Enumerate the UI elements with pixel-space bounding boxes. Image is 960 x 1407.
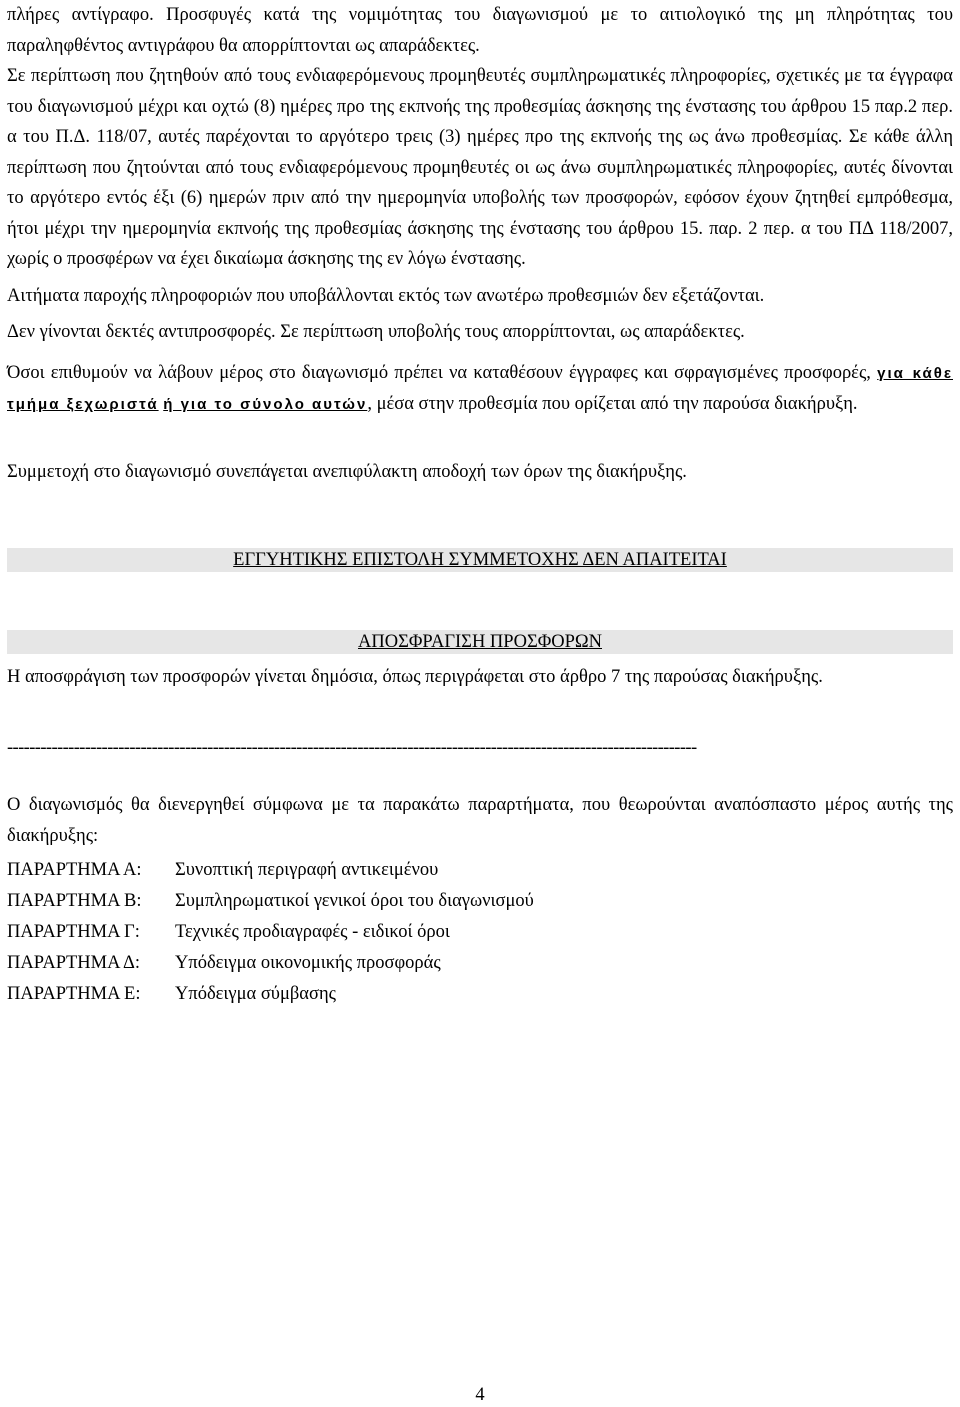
paragraph-copy-appeals: πλήρες αντίγραφο. Προσφυγές κατά της νομιμότητας του διαγωνισμού με το αιτιολογικό της μη πληρότητας του παραληφθέντος αντιγράφου θα απορρίπτονται ως απαράδεκτες.: [7, 5, 953, 56]
annex-key: ΠΑΡΑΡΤΗΜΑ Ε:: [7, 984, 141, 1004]
paragraph-supplementary-info: Σε περίπτωση που ζητηθούν από τους ενδιαφερόμενους προμηθευτές συμπληρωματικές πληροφορίες, σχετικές με τα έγγραφα του διαγωνισμού μέχρι και οχτώ (8) ημέρες προ της εκπνοής της προθεσμίας άσκησης της ένστασης του άρθρου 15 παρ.2 περ. α του Π.Δ. 118/07, αυτές παρέχονται το αργότερο τρεις (3) ημέρες προ της εκπνοής της ως άνω προθεσμίας. Σε κάθε άλλη περίπτωση που ζητούνται από τους ενδιαφερόμενους προμηθευτές οι ως άνω συμπληρωματικές πληροφορίες, αυτές δίνονται το αργότερο εντός έξι (6) ημερών πριν από την ημερομηνία υποβολής των προσφορών, εφόσον έχουν ζητηθεί εμπρόθεσμα, ήτοι μέχρι την ημερομηνία εκπνοής της προθεσμίας άσκησης της ένστασης του άρθρου 15. παρ. 2 περ. α του ΠΔ 118/2007, χωρίς ο προσφέρων να έχει δικαίωμα άσκησης της εν λόγω ένστασης.: [7, 66, 953, 269]
document-page: [7, 0, 953, 1010]
annex-key: ΠΑΡΑΡΤΗΜΑ Δ:: [7, 953, 141, 973]
annex-item: [7, 979, 953, 1010]
paragraph-info-requests: Αιτήματα παροχής πληροφοριών που υποβάλλονται εκτός των ανωτέρω προθεσμιών δεν εξετάζονται.: [7, 285, 765, 306]
paragraph-annexes-intro: Ο διαγωνισμός θα διενεργηθεί σύμφωνα με τα παρακάτω παραρτήματα, που θεωρούνται αναπόσπαστο μέρος αυτής της διακήρυξης:: [7, 795, 953, 846]
annex-value: Υπόδειγμα οικονομικής προσφοράς: [175, 953, 441, 973]
annex-value: Συμπληρωματικοί γενικοί όροι του διαγωνισμού: [175, 891, 534, 911]
annex-key: ΠΑΡΑΡΤΗΜΑ Α:: [7, 860, 142, 880]
annex-item: [7, 948, 953, 979]
paragraph-opening: Η αποσφράγιση των προσφορών γίνεται δημόσια, όπως περιγράφεται στο άρθρο 7 της παρούσας διακήρυξης.: [7, 667, 823, 687]
paragraph-counteroffers: Δεν γίνονται δεκτές αντιπροσφορές. Σε περίπτωση υποβολής τους απορρίπτονται, ως απαράδεκτες.: [7, 322, 745, 342]
annex-value: Συνοπτική περιγραφή αντικειμένου: [175, 860, 439, 880]
paragraph-submission: [7, 358, 953, 421]
paragraph-participation: Συμμετοχή στο διαγωνισμό συνεπάγεται ανεπιφύλακτη αποδοχή των όρων της διακήρυξης.: [7, 461, 687, 482]
heading-guarantee: ΕΓΓΥΗΤΙΚΗΣ ΕΠΙΣΤΟΛΗ ΣΥΜΜΕΤΟΧΗΣ ΔΕΝ ΑΠΑΙΤΕΙΤΑΙ: [7, 548, 953, 572]
submission-all-lots: ή για το σύνολο αυτών: [163, 396, 368, 413]
annex-value: Τεχνικές προδιαγραφές - ειδικοί όροι: [175, 922, 450, 942]
submission-per-lot: για κάθε τμήμα ξεχωριστά: [7, 364, 953, 413]
page-number: 4: [475, 1385, 485, 1405]
annex-list: [7, 855, 953, 1010]
submission-text-a: Όσοι επιθυμούν να λάβουν μέρος στο διαγωνισμό πρέπει να καταθέσουν έγγραφες και σφραγισμένες προσφορές,: [7, 362, 878, 383]
annex-value: Υπόδειγμα σύμβασης: [175, 984, 336, 1004]
heading-opening: ΑΠΟΣΦΡΑΓΙΣΗ ΠΡΟΣΦΟΡΩΝ: [7, 630, 953, 654]
annex-item: [7, 917, 953, 948]
annex-item: [7, 855, 953, 886]
annex-item: [7, 886, 953, 917]
annex-key: ΠΑΡΑΡΤΗΜΑ Β:: [7, 891, 142, 911]
submission-text-e: , μέσα στην προθεσμία που ορίζεται από την παρούσα διακήρυξη.: [367, 394, 858, 414]
separator-line: ----------------------------------------------------------------------------------------------------------------------------: [7, 737, 697, 758]
annex-key: ΠΑΡΑΡΤΗΜΑ Γ:: [7, 922, 140, 942]
